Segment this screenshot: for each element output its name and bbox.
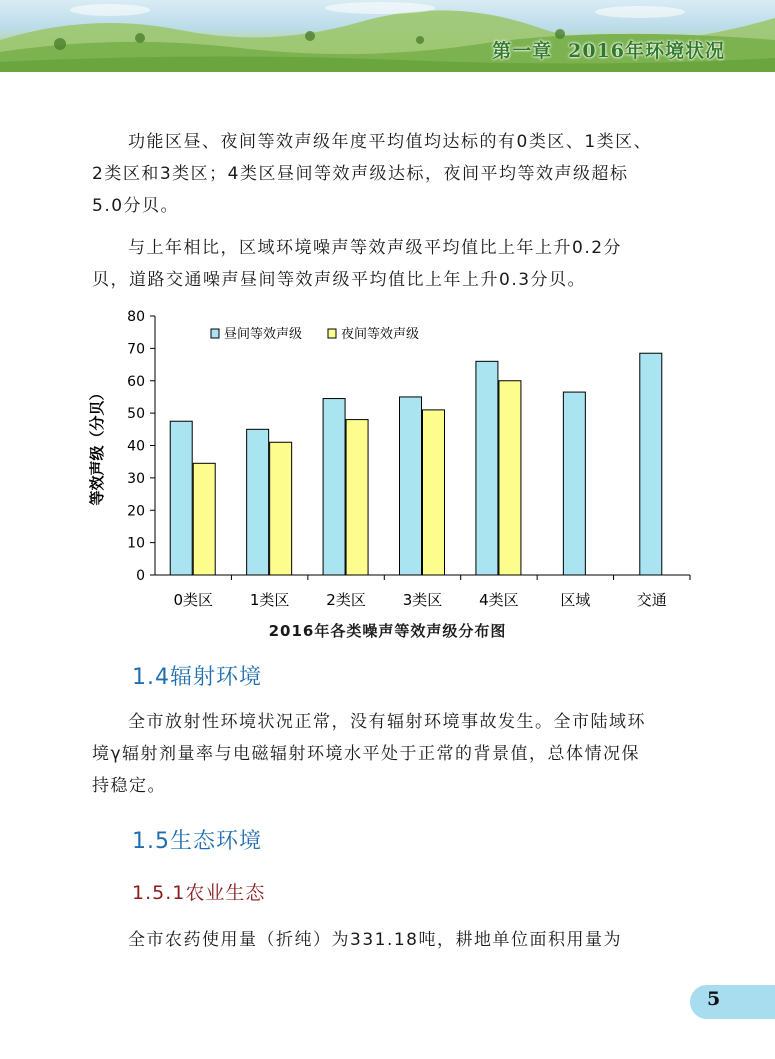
x-tick-label: 1类区 <box>249 591 290 609</box>
x-tick-label: 交通 <box>636 591 667 609</box>
text-line: 2类区和3类区；4类区昼间等效声级达标，夜间平均等效声级超标 <box>92 164 629 184</box>
y-tick-label: 70 <box>127 341 145 358</box>
bar-night <box>423 410 445 575</box>
legend-swatch <box>328 329 336 338</box>
y-tick-label: 10 <box>127 535 145 552</box>
text-line: 持稳定。 <box>92 776 166 796</box>
chart-title: 2016年各类噪声等效声级分布图 <box>268 622 507 640</box>
bar-day <box>476 361 498 575</box>
bar-day <box>563 392 585 575</box>
bar-day <box>400 397 422 575</box>
x-tick-label: 区域 <box>560 591 591 609</box>
bar-night <box>499 381 521 575</box>
subsection-heading-agriculture: 1.5.1农业生态 <box>132 882 266 904</box>
y-tick-label: 20 <box>127 503 145 520</box>
x-tick-label: 2类区 <box>326 591 366 609</box>
text-line: 与上年相比，区域环境噪声等效声级平均值比上年上升0.2分 <box>128 238 623 258</box>
x-tick-label: 3类区 <box>402 591 443 609</box>
bar-day <box>323 399 345 575</box>
section-heading-radiation: 1.4辐射环境 <box>132 665 262 690</box>
paragraph-noise-compliance <box>92 126 680 222</box>
page-number: 5 <box>707 988 721 1010</box>
x-tick-label: 0类区 <box>173 591 213 609</box>
paragraph-agriculture <box>92 924 680 956</box>
bar-night <box>270 442 292 575</box>
text-line: 全市放射性环境状况正常，没有辐射环境事故发生。全市陆域环 <box>128 712 646 732</box>
chapter-number: 第一章 <box>492 40 553 62</box>
text-line: 功能区昼、夜间等效声级年度平均值均达标的有0类区、1类区、 <box>128 132 653 152</box>
legend-label: 昼间等效声级 <box>224 327 303 342</box>
bar-day <box>170 421 192 575</box>
y-axis-label: 等效声级（分贝） <box>88 385 106 506</box>
chapter-title <box>492 36 725 63</box>
bar-day <box>247 429 269 575</box>
noise-bar-chart <box>90 300 690 650</box>
text-line: 全市农药使用量（折纯）为331.18吨，耕地单位面积用量为 <box>128 930 622 950</box>
text-line: 境γ辐射剂量率与电磁辐射环境水平处于正常的背景值，总体情况保 <box>92 744 641 764</box>
x-tick-label: 4类区 <box>479 591 519 609</box>
paragraph-radiation <box>92 706 680 802</box>
y-tick-label: 50 <box>127 406 145 423</box>
y-tick-label: 0 <box>136 568 145 584</box>
chart-svg <box>90 300 690 620</box>
header-banner <box>0 0 775 72</box>
text-line: 5.0分贝。 <box>92 196 180 216</box>
bar-night <box>193 463 215 575</box>
text-line: 贝，道路交通噪声昼间等效声级平均值比上年上升0.3分贝。 <box>92 270 587 290</box>
paragraph-noise-comparison <box>92 232 680 296</box>
y-tick-label: 80 <box>127 309 145 325</box>
legend-label: 夜间等效声级 <box>341 327 420 342</box>
bar-day <box>640 353 662 575</box>
y-tick-label: 60 <box>127 373 145 390</box>
y-tick-label: 30 <box>127 470 145 487</box>
chapter-name: 2016年环境状况 <box>568 40 725 62</box>
section-heading-ecology: 1.5生态环境 <box>132 829 262 854</box>
page-number-tab <box>690 985 775 1019</box>
y-tick-label: 40 <box>127 438 145 455</box>
legend-swatch <box>211 329 219 338</box>
bar-night <box>346 420 368 575</box>
